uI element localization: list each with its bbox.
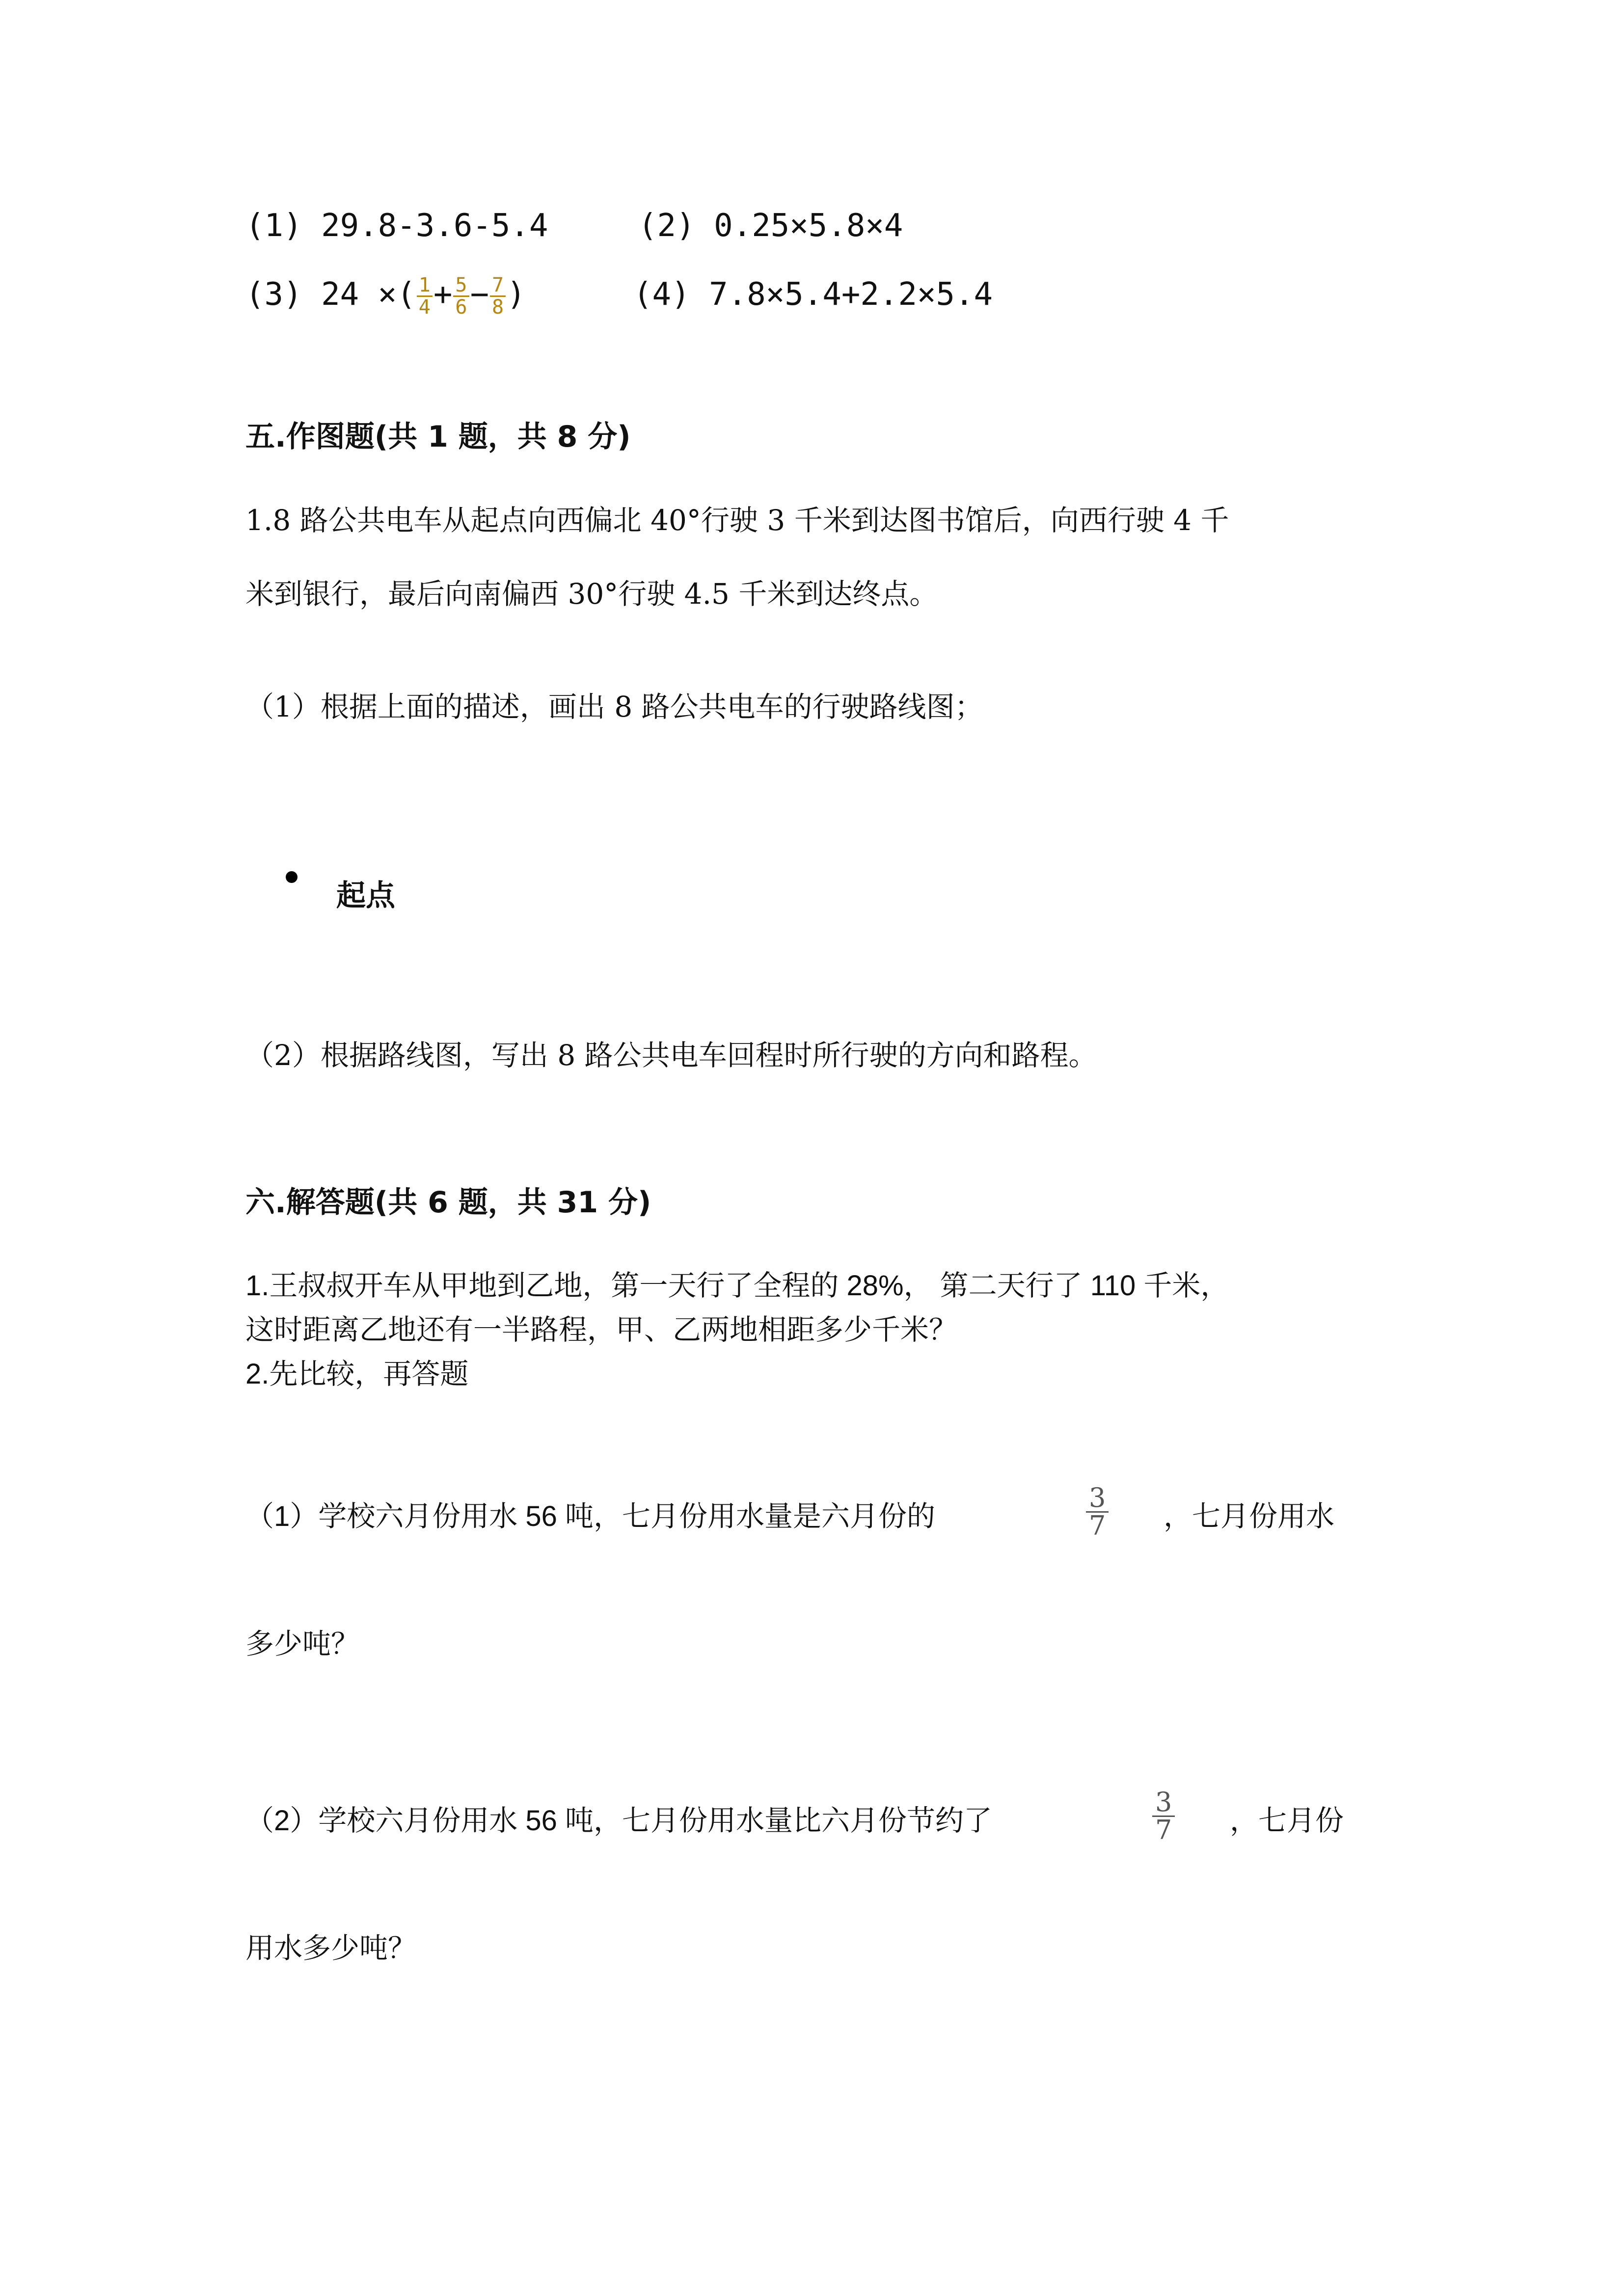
- fraction-numerator: 7: [490, 275, 506, 297]
- start-point-dot: [286, 871, 298, 883]
- section6-q2-sub1-tail: ，七月份用水: [1164, 1500, 1335, 1532]
- calc-q2: (2) 0.25×5.8×4: [638, 208, 903, 244]
- calc-q1: (1) 29.8-3.6-5.4: [245, 208, 548, 244]
- section5-heading: 五.作图题(共 1 题，共 8 分): [245, 420, 631, 454]
- fraction: [1152, 1789, 1175, 1843]
- section6-q2-sub2: （2）学校六月份用水 56 吨，七月份用水量比六月份节约了: [245, 1805, 993, 1837]
- calc-q4: (4) 7.8×5.4+2.2×5.4: [633, 276, 993, 313]
- section6-q2-sub2-cont: 用水多少吨？: [245, 1932, 417, 1964]
- fraction-denominator: 8: [492, 296, 504, 319]
- fraction-5-6: [453, 275, 469, 318]
- fraction-numerator: 1: [417, 275, 433, 297]
- section5-q1-line1: 1.8 路公共电车从起点向西偏北 40°行驶 3 千米到达图书馆后，向西行驶 4 千: [245, 504, 1229, 537]
- fraction-denominator: 4: [418, 296, 431, 319]
- section6-q1-line2: 这时距离乙地还有一半路程，甲、乙两地相距多少千米？: [245, 1314, 958, 1346]
- start-point-label: 起点: [336, 879, 395, 913]
- section5-sub1: （1）根据上面的描述，画出 8 路公共电车的行驶路线图；: [245, 690, 983, 723]
- fraction-numerator: 3: [1086, 1485, 1109, 1513]
- section6-q1-line1: 1.王叔叔开车从甲地到乙地，第一天行了全程的 28%， 第二天行了 110 千米，: [245, 1270, 1229, 1302]
- section5-q1-line2: 米到银行，最后向南偏西 30°行驶 4.5 千米到达终点。: [245, 577, 938, 611]
- calc-q3-prefix: (3) 24 ×(: [245, 276, 416, 313]
- section6-q2-sub1: [245, 1497, 935, 1536]
- fraction-3-7: [1085, 1482, 1110, 1541]
- calc-q3-suffix: ): [507, 276, 526, 313]
- fraction: [1086, 1482, 1109, 1541]
- section6-q2-sub2-tail: ，七月份: [1230, 1805, 1344, 1837]
- fraction-3-7: [1151, 1789, 1176, 1843]
- plus-sign: +: [433, 276, 453, 313]
- fraction-1-4: [417, 275, 433, 318]
- section6-q2-sub1-cont: 多少吨？: [245, 1628, 360, 1660]
- calc-q3: [245, 275, 526, 318]
- fraction-denominator: 7: [1155, 1815, 1172, 1845]
- fraction-denominator: 6: [455, 296, 467, 319]
- minus-sign: −: [470, 276, 489, 313]
- fraction-denominator: 7: [1089, 1510, 1106, 1541]
- section6-q2: 2.先比较，再答题: [245, 1358, 469, 1390]
- fraction-numerator: 3: [1152, 1789, 1175, 1817]
- section5-sub2: （2）根据路线图，写出 8 路公共电车回程时所行驶的方向和路程。: [245, 1039, 1097, 1072]
- section6-heading: 六.解答题(共 6 题，共 31 分): [245, 1185, 651, 1220]
- fraction-numerator: 5: [453, 275, 469, 297]
- section6-q2-sub1-text: （1）学校六月份用水 56 吨，七月份用水量是六月份的: [245, 1500, 936, 1532]
- fraction-7-8: [490, 275, 506, 318]
